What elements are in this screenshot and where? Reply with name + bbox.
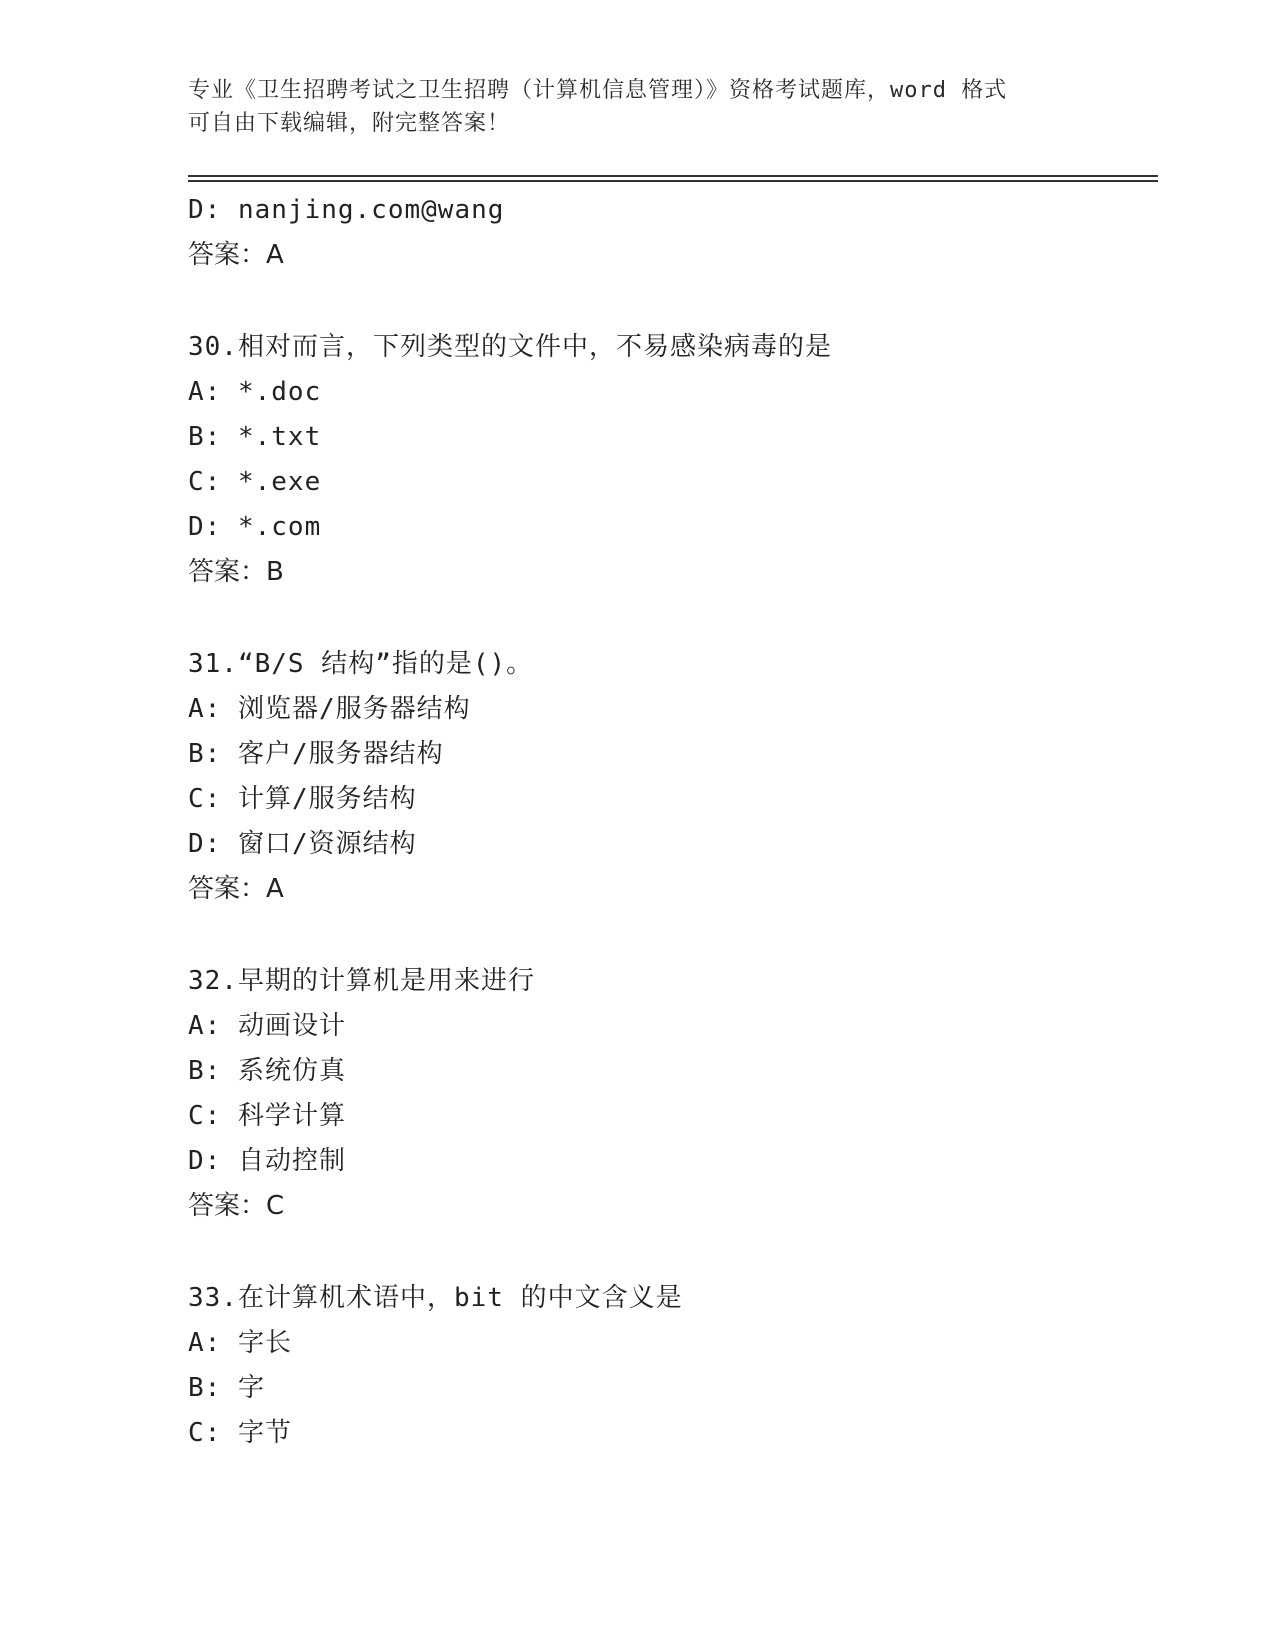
option-d: D: *.com <box>188 512 322 542</box>
question-block-32 <box>188 959 1158 1229</box>
header-line-2: 可自由下载编辑，附完整答案！ <box>188 111 511 136</box>
question-list <box>188 188 1158 1456</box>
question-text: 31.“B/S 结构”指的是()。 <box>188 649 534 679</box>
option-d: D: 自动控制 <box>188 1146 346 1176</box>
option-c: C: 科学计算 <box>188 1101 346 1131</box>
header-divider-bottom <box>188 180 1158 182</box>
option-b: B: 系统仿真 <box>188 1056 346 1086</box>
question-text: 30.相对而言，下列类型的文件中，不易感染病毒的是 <box>188 332 832 362</box>
answer-line: 答案：A <box>188 240 284 270</box>
option-a: A: 浏览器/服务器结构 <box>188 694 471 724</box>
option-a: A: 字长 <box>188 1328 292 1358</box>
question-block-31 <box>188 642 1158 912</box>
question-block-33 <box>188 1276 1158 1456</box>
option-a: A: 动画设计 <box>188 1011 346 1041</box>
option-a: A: *.doc <box>188 377 322 407</box>
option-c: C: 计算/服务结构 <box>188 784 417 814</box>
question-text: 33.在计算机术语中，bit 的中文含义是 <box>188 1283 683 1313</box>
option-d: D: 窗口/资源结构 <box>188 829 417 859</box>
header-divider-top <box>188 175 1158 177</box>
answer-line: 答案：B <box>188 557 284 587</box>
option-b: B: 客户/服务器结构 <box>188 739 444 769</box>
header-line-1: 专业《卫生招聘考试之卫生招聘（计算机信息管理）》资格考试题库，word 格式 <box>188 78 1008 103</box>
option-c: C: *.exe <box>188 467 322 497</box>
question-block-29 <box>188 188 1158 278</box>
answer-line: 答案：A <box>188 874 284 904</box>
option-b: B: 字 <box>188 1373 265 1403</box>
document-header <box>188 74 1088 140</box>
answer-line: 答案：C <box>188 1191 285 1221</box>
option-c: C: 字节 <box>188 1418 292 1448</box>
question-text: 32.早期的计算机是用来进行 <box>188 966 535 996</box>
option-b: B: *.txt <box>188 422 322 452</box>
option-d: D: nanjing.com@wang <box>188 195 505 225</box>
question-block-30 <box>188 325 1158 595</box>
